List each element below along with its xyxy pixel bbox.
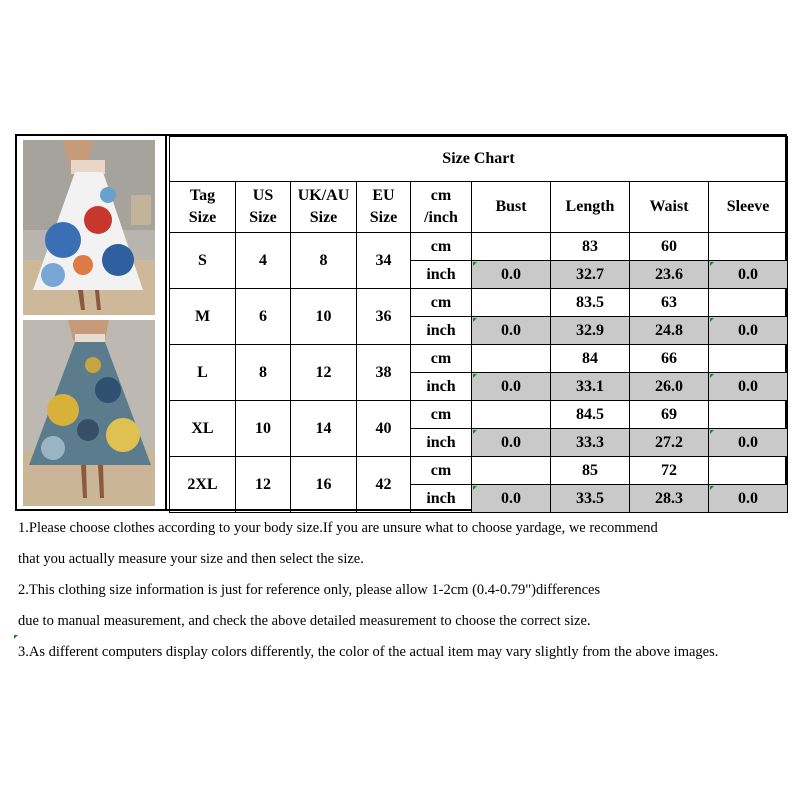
sleeve-cm-cell [709,233,788,261]
bust-cm-cell [472,345,551,373]
note-line-4: due to manual measurement, and check the above detailed measurement to choose the correct size. [18,613,591,629]
waist-inch-cell: 27.2 [630,429,709,457]
unit-cell-inch: inch [411,261,472,289]
sleeve-inch-cell: 0.0 [709,373,788,401]
eu-size-cell: 42 [357,457,411,513]
note-line-1: 1.Please choose clothes according to your body size.If you are unsure what to choose yardage, we recommend [18,520,658,536]
bust-inch-cell: 0.0 [472,485,551,513]
header-waist: Waist [630,182,709,233]
waist-inch-cell: 26.0 [630,373,709,401]
note-line-3: 2.This clothing size information is just for reference only, please allow 1-2cm (0.4-0.79")differences [18,582,601,598]
unit-cell-inch: inch [411,317,472,345]
waist-inch-cell: 23.6 [630,261,709,289]
sleeve-cm-cell [709,345,788,373]
unit-cell-cm: cm [411,289,472,317]
eu-size-cell: 38 [357,345,411,401]
ukau-size-cell: 12 [291,345,357,401]
ukau-size-cell: 14 [291,401,357,457]
header-ukau-size: UK/AU Size [291,182,357,233]
us-size-cell: 10 [236,401,291,457]
bust-inch-cell: 0.0 [472,373,551,401]
sleeve-inch-cell: 0.0 [709,485,788,513]
unit-cell-inch: inch [411,429,472,457]
table-row [170,289,788,317]
us-size-cell: 8 [236,345,291,401]
size-chart-frame [15,134,787,511]
length-cm-cell: 84.5 [551,401,630,429]
bust-cm-cell [472,289,551,317]
tag-size-cell: XL [170,401,236,457]
waist-inch-cell: 24.8 [630,317,709,345]
waist-cm-cell: 72 [630,457,709,485]
us-size-cell: 6 [236,289,291,345]
eu-size-cell: 36 [357,289,411,345]
header-tag-size: Tag Size [170,182,236,233]
header-row [170,182,788,233]
length-inch-cell: 33.1 [551,373,630,401]
waist-inch-cell: 28.3 [630,485,709,513]
length-inch-cell: 33.5 [551,485,630,513]
product-photo-paisley-skirt [23,320,155,506]
table-row [170,233,788,261]
tag-size-cell: S [170,233,236,289]
unit-cell-inch: inch [411,373,472,401]
product-photo-floral-skirt [23,140,155,315]
sleeve-cm-cell [709,457,788,485]
ukau-size-cell: 10 [291,289,357,345]
waist-cm-cell: 69 [630,401,709,429]
unit-cell-cm: cm [411,233,472,261]
note-line-2: that you actually measure your size and then select the size. [18,551,364,567]
tag-size-cell: M [170,289,236,345]
header-length: Length [551,182,630,233]
bust-inch-cell: 0.0 [472,429,551,457]
bust-cm-cell [472,457,551,485]
unit-cell-cm: cm [411,345,472,373]
bust-inch-cell: 0.0 [472,317,551,345]
tag-size-cell: L [170,345,236,401]
header-sleeve: Sleeve [709,182,788,233]
sleeve-inch-cell: 0.0 [709,429,788,457]
us-size-cell: 12 [236,457,291,513]
length-cm-cell: 85 [551,457,630,485]
sleeve-cm-cell [709,401,788,429]
waist-cm-cell: 66 [630,345,709,373]
size-chart-table [169,136,788,513]
bust-cm-cell [472,401,551,429]
header-us-size: US Size [236,182,291,233]
tag-size-cell: 2XL [170,457,236,513]
sleeve-inch-cell: 0.0 [709,261,788,289]
header-eu-size: EU Size [357,182,411,233]
eu-size-cell: 40 [357,401,411,457]
table-row [170,457,788,485]
length-inch-cell: 32.7 [551,261,630,289]
length-cm-cell: 84 [551,345,630,373]
note-line-5: 3.As different computers display colors differently, the color of the actual item may vary slightly from the above images. [18,644,719,660]
sleeve-cm-cell [709,289,788,317]
bust-inch-cell: 0.0 [472,261,551,289]
header-unit: cm /inch [411,182,472,233]
length-inch-cell: 32.9 [551,317,630,345]
unit-cell-cm: cm [411,457,472,485]
table-row [170,401,788,429]
waist-cm-cell: 60 [630,233,709,261]
unit-cell-cm: cm [411,401,472,429]
sleeve-inch-cell: 0.0 [709,317,788,345]
bust-cm-cell [472,233,551,261]
unit-cell-inch: inch [411,485,472,513]
length-cm-cell: 83.5 [551,289,630,317]
eu-size-cell: 34 [357,233,411,289]
ukau-size-cell: 8 [291,233,357,289]
length-inch-cell: 33.3 [551,429,630,457]
chart-title: Size Chart [170,137,788,182]
note-marker [14,635,18,639]
header-bust: Bust [472,182,551,233]
table-row [170,345,788,373]
waist-cm-cell: 63 [630,289,709,317]
length-cm-cell: 83 [551,233,630,261]
ukau-size-cell: 16 [291,457,357,513]
us-size-cell: 4 [236,233,291,289]
product-photos [17,136,167,509]
